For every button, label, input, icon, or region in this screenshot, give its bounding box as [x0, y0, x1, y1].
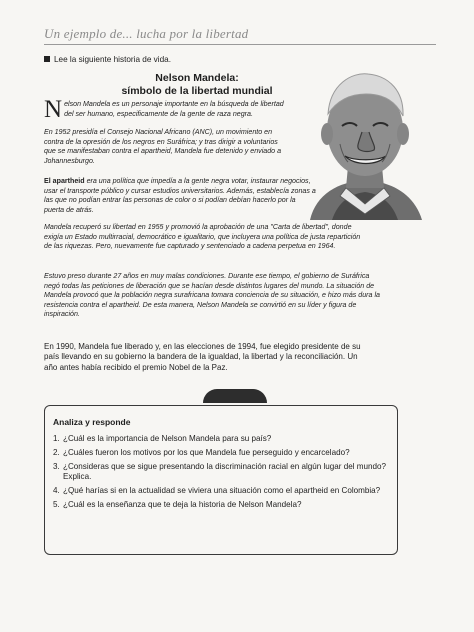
- article-title-line1: Nelson Mandela:: [155, 72, 239, 84]
- question-number: 3.: [53, 461, 60, 471]
- instruction-text: Lee la siguiente historia de vida.: [54, 55, 171, 64]
- paragraph-3-text: era una política que impedía a la gente negra votar, instaurar negocios, usar el transporte público y cursar estudios universitarios. Además, establecía zonas a las que no podían entrar las personas de color o si podían debían hacerlo por la puerta de atrás.: [44, 177, 316, 214]
- question-text: ¿Consideras que se sigue presentando la discriminación racial en algún lugar del mundo? Explica.: [63, 461, 387, 482]
- paragraph-4: Mandela recuperó su libertad en 1955 y promovió la aprobación de una "Carta de libertad", donde exigía un Estado multirracial, democrático e igualitario, que incluyera una política de justa repartición de las riquezas. Pero, nuevamente fue capturado y sentenciado a cadena perpetua en 1964.: [44, 223, 361, 251]
- question-number: 5.: [53, 499, 60, 509]
- question-list: [53, 434, 389, 514]
- instruction: [44, 55, 171, 64]
- page-header: [44, 26, 436, 46]
- question-text: ¿Cuáles fueron los motivos por los que Mandela fue perseguido y encarcelado?: [63, 447, 350, 457]
- paragraph-6: En 1990, Mandela fue liberado y, en las elecciones de 1994, fue elegido presidente de su país llevando en su gobierno la bandera de la igualdad, la libertad y la reconciliación. Un año antes había recibido el premio Nobel de la Paz.: [44, 342, 361, 372]
- question-number: 4.: [53, 486, 60, 496]
- paragraph-1: [44, 96, 294, 123]
- header-rule: [44, 44, 436, 45]
- paragraph-3: [44, 177, 316, 215]
- paragraph-5: Estuvo preso durante 27 años en muy malas condiciones. Durante ese tiempo, el gobierno de Suráfrica negó todas las peticiones de liberación que se hacían desde distintos lugares del mundo. La situación de Mandela provocó que la población negra surafricana tomara conciencia de su situación, e hizo más dura la resistencia contra el apartheid. De esta manera, Nelson Mandela se convirtió en su líder y figura de inspiración.: [44, 272, 380, 319]
- question-item: [53, 486, 389, 497]
- question-number: 2.: [53, 447, 60, 457]
- exercise-title: Analiza y responde: [53, 417, 131, 427]
- question-number: 1.: [53, 434, 60, 443]
- box-tab-decoration: [203, 389, 267, 403]
- question-item: [53, 462, 389, 484]
- square-bullet-icon: [44, 56, 50, 62]
- question-text: ¿Cuál es la enseñanza que te deja la historia de Nelson Mandela?: [63, 499, 302, 509]
- question-text: ¿Cuál es la importancia de Nelson Mandela para su país?: [63, 434, 272, 443]
- article-title: [112, 72, 282, 98]
- paragraph-1-text: elson Mandela es un personaje importante en la búsqueda de libertad del ser humano, especificamente de la gente de raza negra.: [64, 100, 284, 118]
- paragraph-2: En 1952 presidía el Consejo Nacional Africano (ANC), un movimiento en contra de la opresión de los negros en Suráfrica; y tras dirigir a voluntarios que se manifestaban contra el apartheid, Mandela fue detenido y enviado a Johannesburgo.: [44, 128, 282, 165]
- question-item: [53, 500, 389, 511]
- dropcap: N: [44, 96, 63, 123]
- question-text: ¿Qué harías si en la actualidad se viviera una situación como el apartheid en Colombia?: [63, 486, 381, 496]
- apartheid-term: El apartheid: [44, 177, 85, 185]
- article-title-line2: símbolo de la libertad mundial: [121, 85, 273, 97]
- question-item: [53, 448, 389, 459]
- header-title: Un ejemplo de... lucha por la libertad: [44, 26, 249, 41]
- exercise-box: [44, 405, 398, 555]
- question-item: [53, 434, 389, 445]
